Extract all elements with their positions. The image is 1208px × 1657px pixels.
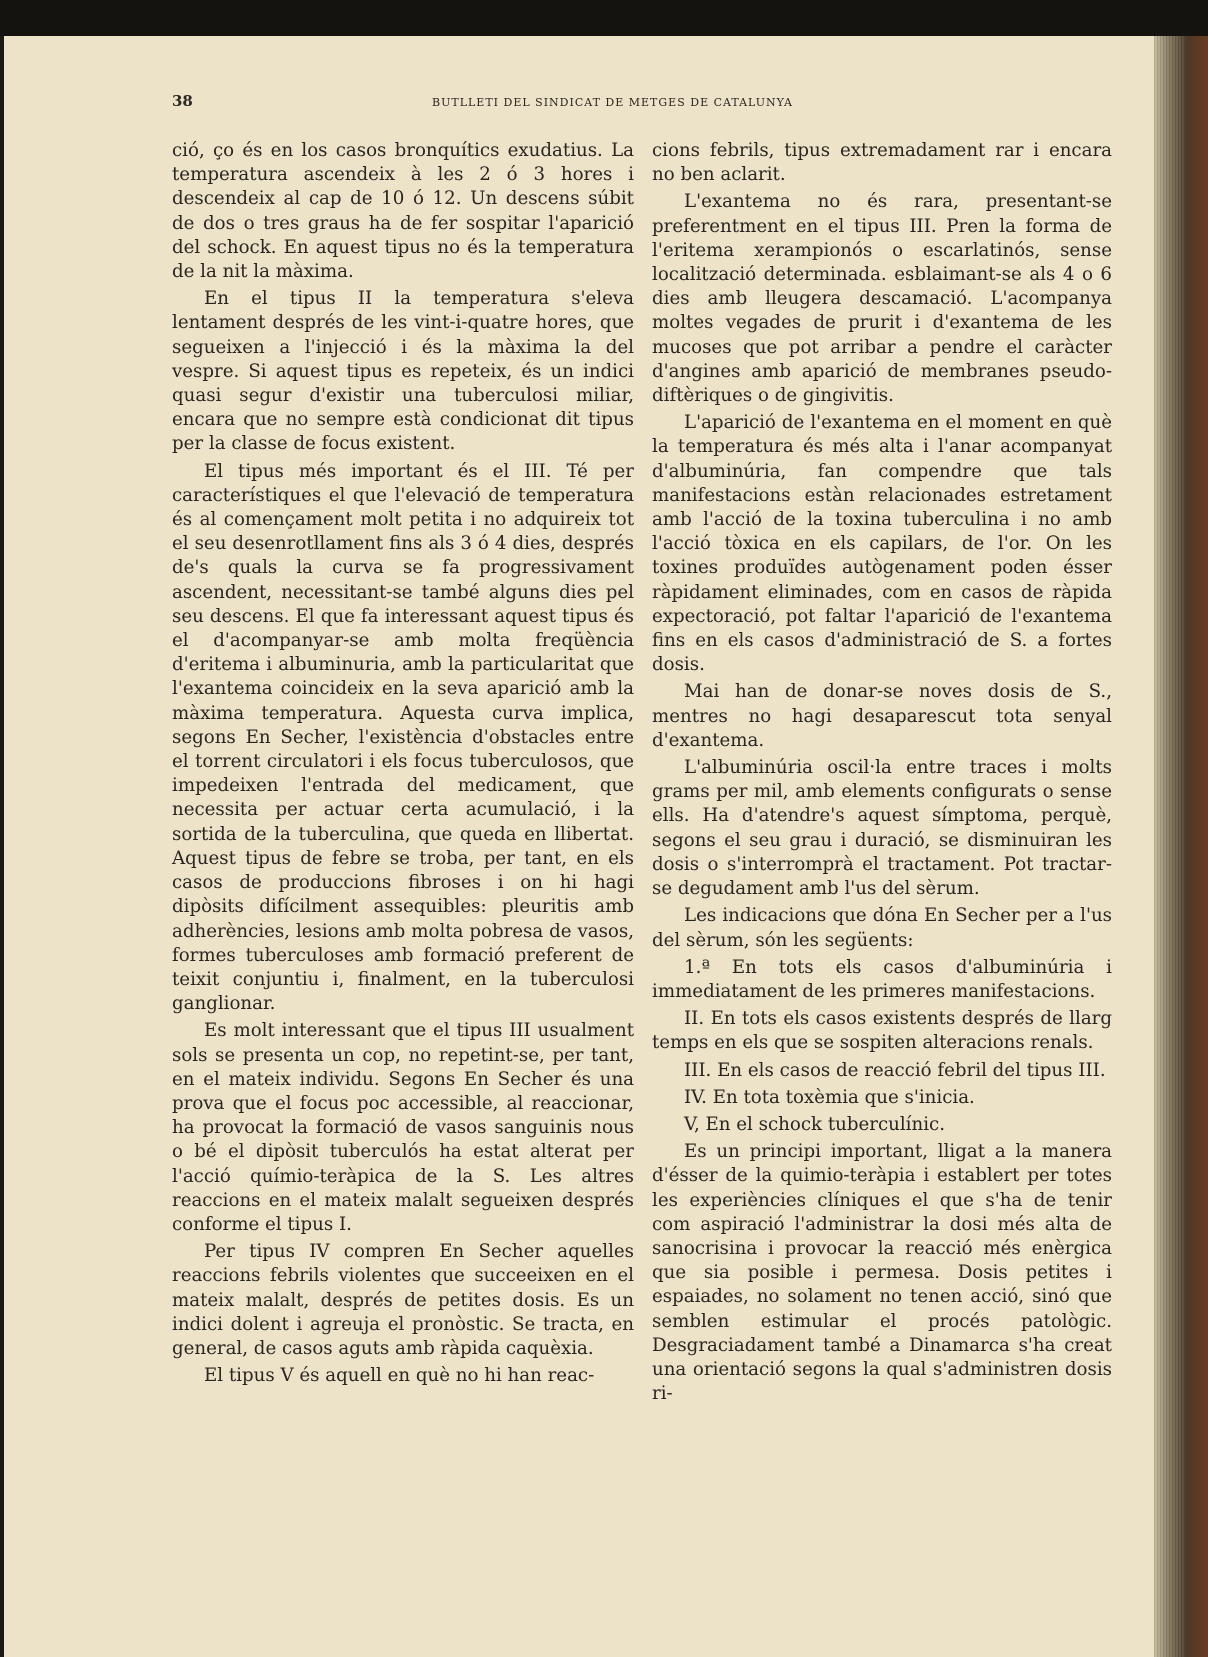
page-number: 38 xyxy=(172,92,193,110)
paragraph: ció, ço és en los casos bronquítics exudatius. La temperatura ascendeix à les 2 ó 3 hores i descendeix al cap de 10 ó 12. Un descens súbit de dos o tres graus ha de fer sospitar l'aparició del schock. En aquest tipus no és la temperatura de la nit la màxima. xyxy=(172,140,634,283)
paragraph: El tipus V és aquell en què no hi han reac- xyxy=(204,1365,595,1387)
list-item: III. En els casos de reacció febril del tipus III. xyxy=(684,1059,1106,1081)
paragraph: L'aparició de l'exantema en el moment en què la temperatura és més alta i l'anar acompanyat d'albuminúria, fan compendre que tals manifestacions estàn relacionades estretament amb l'acció de la toxina tuberculina i no amb l'acció tòxica en els capilars, de l'or. On les toxines produïdes autògenament poden ésser ràpidament eliminades, com en casos de ràpida expectoració, pot faltar l'aparició de l'exantema fins en els casos d'administració de S. a fortes dosis. xyxy=(652,412,1112,676)
paragraph: Es molt interessant que el tipus III usualment sols se presenta un cop, no repetint-se, per tant, en el mateix individu. Segons En Secher és una prova que el focus poc accessible, al reaccionar, ha provocat la formació de vasos sanguinis nous o bé el dipòsit tuberculós ha estat alterat per l'acció químio-teràpica de la S. Les altres reaccions en el mateix malalt segueixen després conforme el tipus I. xyxy=(172,1020,634,1235)
paragraph: Mai han de donar-se noves dosis de S., mentres no hagi desaparescut tota senyal d'exantema. xyxy=(652,681,1112,751)
list-item: V, En el schock tuberculínic. xyxy=(684,1113,945,1135)
paragraph: cions febrils, tipus extremadament rar i encara no ben aclarit. xyxy=(652,140,1112,186)
paragraph: L'exantema no és rara, presentant-se preferentment en el tipus III. Pren la forma de l'eritema xerampionós o escarlatinós, sense localització determinada. esblaimant-se als 4 o 6 dies amb lleugera descamació. L'acompanya moltes vegades de prurit i d'exantema de les mucoses que pot arribar a pendre el caràcter d'angines amb aparició de membranes pseudo-diftèriques o de gingivitis. xyxy=(652,191,1112,407)
list-item: II. En tots els casos existents després de llarg temps en els que se sospiten alteracions renals. xyxy=(652,1008,1112,1054)
scan-background xyxy=(0,0,1208,36)
running-title: BUTLLETI DEL SINDICAT DE METGES DE CATALUNYA xyxy=(432,96,793,109)
page-header xyxy=(172,92,1100,116)
left-column xyxy=(172,139,634,1388)
paragraph: El tipus més important és el III. Té per característiques el que l'elevació de temperatura és al començament molt petita i no adquireix tot el seu desenrotllament fins als 3 ó 4 dies, després de's quals la curva se fa progressivament ascendent, necessitant-se també alguns dies pel seu descens. El que fa interessant aquest tipus és el d'acompanyar-se amb molta freqüència d'eritema i albuminuria, amb la particularitat que l'exantema coincideix en la seva aparició amb la màxima temperatura. Aquesta curva implica, segons En Secher, l'existència d'obstacles entre el torrent circulatori i els focus tuberculosos, que impedeixen l'entrada del medicament, que necessita per actuar certa acumulació, i la sortida de la tuberculina, que queda en llibertat. Aquest tipus de febre se troba, per tant, en els casos de produccions fibroses i on hi hagi dipòsits difícilment assequibles: pleuritis amb adherències, lesions amb molta pobresa de vasos, formes tuberculoses amb formació preferent de teixit conjuntiu i, finalment, en la tuberculosi ganglionar. xyxy=(172,460,634,1015)
page-edge-binding xyxy=(1154,36,1208,1657)
list-item: IV. En tota toxèmia que s'inicia. xyxy=(684,1086,975,1108)
list-item: 1.ª En tots els casos d'albuminúria i immediatament de les primeres manifestacions. xyxy=(652,956,1112,1002)
right-column xyxy=(652,139,1112,1406)
paragraph: L'albuminúria oscil·la entre traces i molts grams per mil, amb elements configurats o sense ells. Ha d'atendre's aquest símptoma, perquè, segons el seu grau i duració, se disminuiran les dosis o s'interromprà el tractament. Pot tractar-se degudament amb l'us del sèrum. xyxy=(652,757,1112,900)
paragraph: En el tipus II la temperatura s'eleva lentament després de les vint-i-quatre hores, que segueixen a l'injecció i és la màxima la del vespre. Si aquest tipus es repeteix, és un indici quasi segur d'existir una tuberculosi miliar, encara que no sempre està condicionat dit tipus per la classe de focus existent. xyxy=(172,288,634,455)
paragraph: Per tipus IV compren En Secher aquelles reaccions febrils violentes que succeeixen en el mateix malalt, després de petites dosis. Es un indici dolent i agreuja el pronòstic. Se tracta, en general, de casos aguts amb ràpida caquèxia. xyxy=(172,1241,634,1359)
paragraph: Les indicacions que dóna En Secher per a l'us del sèrum, són les següents: xyxy=(652,905,1112,951)
paragraph: Es un principi important, lligat a la manera d'ésser de la quimio-teràpia i establert per totes les experiències clíniques el que s'ha de tenir com aspiració l'administrar la dosi més alta de sanocrisina i provocar la reacció més enèrgica que sia posible i permesa. Dosis petites i espaiades, no solament no tenen acció, sinó que semblen estimular el procés patològic. Desgraciadament també a Dinamarca s'ha creat una orientació segons la qual s'administren dosis ri- xyxy=(652,1141,1112,1405)
